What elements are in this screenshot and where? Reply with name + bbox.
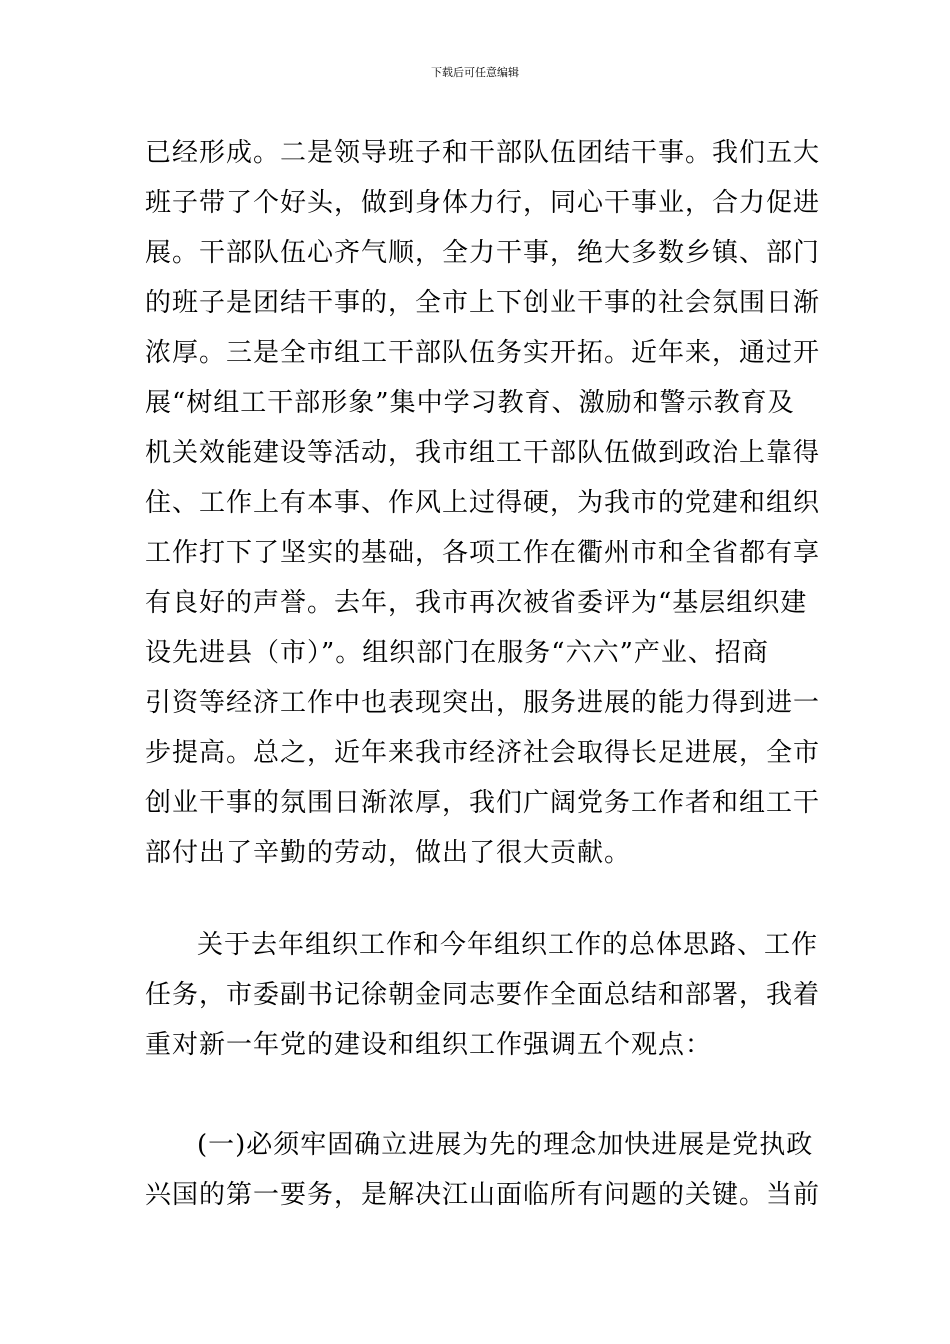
- text-line: 已经形成。二是领导班子和干部队伍团结干事。我们五大: [145, 138, 821, 168]
- text-line: 机关效能建设等活动，我市组工干部队伍做到政治上靠得: [145, 438, 821, 468]
- text-line: (一)必须牢固确立进展为先的理念加快进展是党执政: [197, 1130, 814, 1160]
- text-line: 浓厚。三是全市组工干部队伍务实开拓。近年来，通过开: [145, 338, 821, 368]
- text-line: 设先进县（市）”。组织部门在服务“六六”产业、招商: [145, 638, 769, 668]
- text-line: 展“树组工干部形象”集中学习教育、激励和警示教育及: [145, 388, 795, 418]
- text-line: 任务，市委副书记徐朝金同志要作全面总结和部署，我着: [145, 980, 821, 1010]
- paragraph-3: [145, 1120, 821, 1220]
- text-line: 部付出了辛勤的劳动，做出了很大贡献。: [145, 838, 632, 868]
- text-line: 的班子是团结干事的，全市上下创业干事的社会氛围日渐: [145, 288, 821, 318]
- header-note: 下载后可任意编辑: [431, 66, 519, 79]
- text-line: 工作打下了坚实的基础，各项工作在衢州市和全省都有享: [145, 538, 821, 568]
- text-line: 住、工作上有本事、作风上过得硬，为我市的党建和组织: [145, 488, 821, 518]
- text-line: 展。干部队伍心齐气顺，全力干事，绝大多数乡镇、部门: [145, 238, 821, 268]
- text-line: 班子带了个好头，做到身体力行，同心干事业，合力促进: [145, 188, 821, 218]
- text-line: 兴国的第一要务，是解决江山面临所有问题的关键。当前: [145, 1180, 821, 1210]
- text-line: 引资等经济工作中也表现突出，服务进展的能力得到进一: [145, 688, 821, 718]
- text-line: 创业干事的氛围日渐浓厚，我们广阔党务工作者和组工干: [145, 788, 821, 818]
- text-line: 步提高。总之，近年来我市经济社会取得长足进展，全市: [145, 738, 821, 768]
- text-line: 有良好的声誉。去年，我市再次被省委评为“基层组织建: [145, 588, 808, 618]
- paragraph-1: [145, 128, 821, 878]
- text-line: 关于去年组织工作和今年组织工作的总体思路、工作: [197, 930, 819, 960]
- paragraph-2: [145, 920, 821, 1070]
- text-line: 重对新一年党的建设和组织工作强调五个观点：: [145, 1030, 713, 1060]
